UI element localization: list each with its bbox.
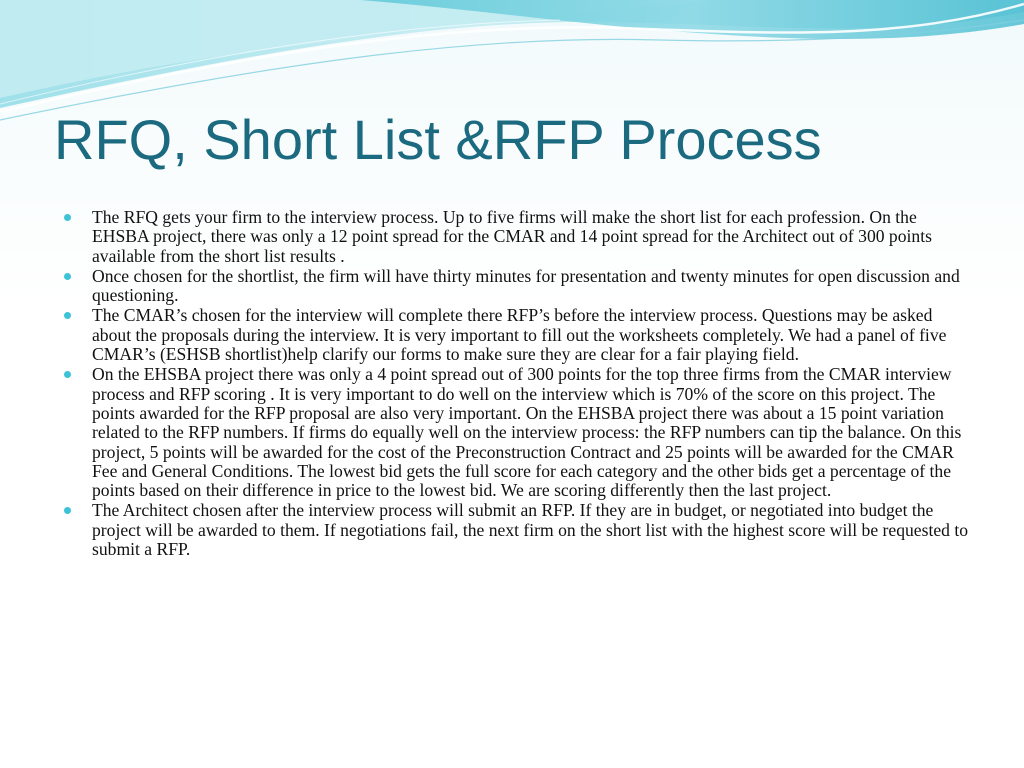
bullet-text: The RFQ gets your firm to the interview process. Up to five firms will make the short list for each profession. On the EHSBA project, there was only a 12 point spread for the CMAR and 14 point spread for the Architect out of 300 points available from the short list results .	[92, 207, 932, 266]
bullet-text: On the EHSBA project there was only a 4 point spread out of 300 points for the top three firms from the CMAR interview process and RFP scoring . It is very important to do well on the interview which is 70% of the score on this project. The points awarded for the RFP proposal are also very important. On the EHSBA project there was about a 15 point variation related to the RFP numbers. If firms do equally well on the interview process: the RFP numbers can tip the balance. On this project, 5 points will be awarded for the cost of the Preconstruction Contract and 25 points will be awarded for the CMAR Fee and General Conditions. The lowest bid gets the full score for each category and the other bids get a percentage of the points based on their difference in price to the lowest bid. We are scoring differently then the last project.	[92, 364, 962, 501]
bullet-list	[92, 208, 972, 560]
bullet-item	[92, 306, 972, 364]
bullet-dot-icon	[64, 312, 71, 319]
bullet-text: The Architect chosen after the interview process will submit an RFP. If they are in budget, or negotiated into budget the project will be awarded to them. If negotiations fail, the next firm on the short list with the highest score will be requested to submit a RFP.	[92, 500, 969, 560]
slide-title: RFQ, Short List &RFP Process	[54, 108, 822, 171]
bullet-dot-icon	[64, 507, 71, 514]
bullet-dot-icon	[64, 273, 71, 280]
bullet-item	[92, 501, 972, 559]
bullet-dot-icon	[64, 371, 71, 378]
bullet-text: Once chosen for the shortlist, the firm will have thirty minutes for presentation and twenty minutes for open discussion and questioning.	[92, 265, 960, 306]
bullet-text: The CMAR’s chosen for the interview will complete there RFP’s before the interview process. Questions may be asked about the proposals during the interview. It is very important to fill out the worksheets completely. We had a panel of five CMAR’s (ESHSB shortlist)help clarify our forms to make sure they are clear for a fair playing field.	[92, 305, 947, 365]
bullet-dot-icon	[64, 214, 71, 221]
bullet-item	[92, 208, 972, 266]
bullet-item	[92, 267, 972, 306]
bullet-item	[92, 365, 972, 500]
